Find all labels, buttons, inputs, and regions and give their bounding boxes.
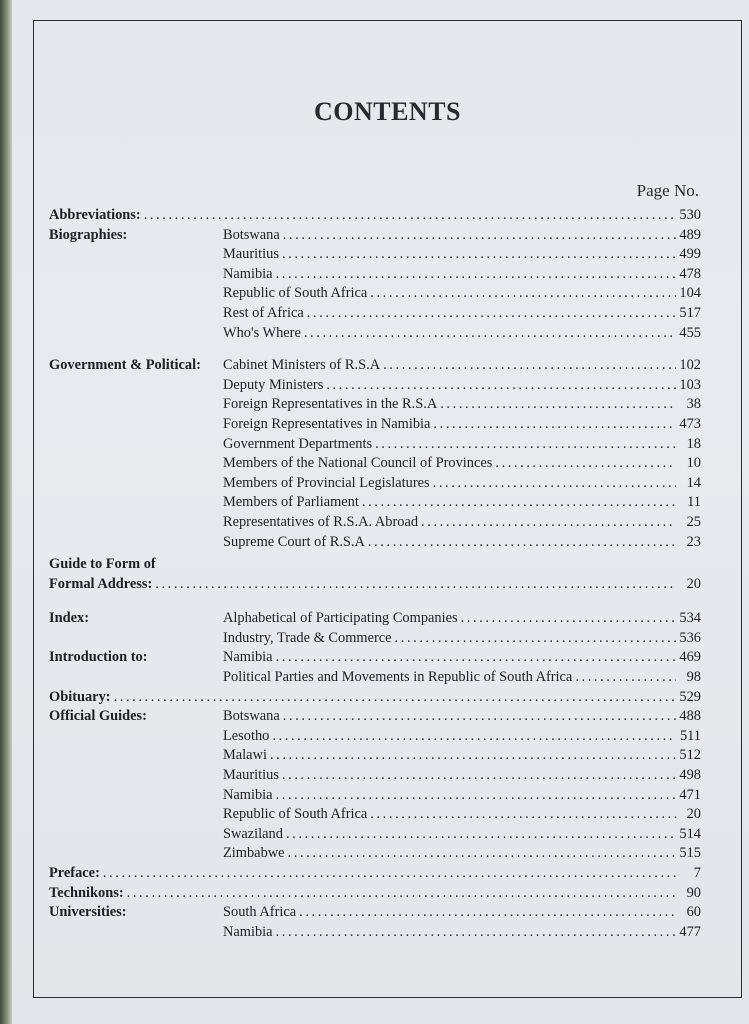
page-number: 534 xyxy=(679,610,701,627)
page-title: CONTENTS xyxy=(313,97,462,126)
entry-title: Namibia xyxy=(223,923,273,940)
page-number: 10 xyxy=(686,455,701,472)
entry-title: Namibia xyxy=(223,265,273,282)
page-number: 103 xyxy=(679,376,701,393)
dot-leader xyxy=(276,648,676,668)
page-no-header: Page No. xyxy=(636,181,699,200)
toc-row xyxy=(49,766,701,786)
dot-leader xyxy=(375,435,676,455)
entry-title: Deputy Ministers xyxy=(223,376,324,393)
toc-row xyxy=(49,226,701,246)
section-label: Obituary: xyxy=(49,688,111,705)
page-number: 473 xyxy=(679,415,701,432)
page-number: 515 xyxy=(679,845,701,862)
dot-leader xyxy=(307,304,676,324)
toc-row xyxy=(49,746,701,766)
dot-leader xyxy=(370,805,676,825)
section-label: Official Guides: xyxy=(49,708,147,725)
dot-leader xyxy=(362,493,676,513)
toc-row xyxy=(49,395,701,415)
entry-title: Foreign Representatives in Namibia xyxy=(223,415,431,432)
dot-leader xyxy=(395,629,676,649)
dot-leader xyxy=(114,688,676,708)
entry-title: Foreign Representatives in the R.S.A xyxy=(223,396,438,413)
entry-title: Zimbabwe xyxy=(223,845,285,862)
toc-row xyxy=(49,805,701,825)
page-number: 60 xyxy=(686,904,701,921)
toc-row xyxy=(49,575,701,595)
page-number: 469 xyxy=(679,649,701,666)
page-number: 14 xyxy=(686,474,701,491)
entry-title: Malawi xyxy=(223,747,267,764)
dot-leader xyxy=(276,786,676,806)
entry-title: Political Parties and Movements in Republic of South Africa xyxy=(223,669,573,686)
toc-row xyxy=(49,265,701,285)
book-page xyxy=(12,0,749,1024)
dot-leader xyxy=(276,265,676,285)
entry-title: Members of Parliament xyxy=(223,494,359,511)
dot-leader xyxy=(495,454,676,474)
page-number: 38 xyxy=(686,396,701,413)
toc-row xyxy=(49,884,701,904)
toc-row xyxy=(49,648,701,668)
toc-row xyxy=(49,688,701,708)
entry-title: Namibia xyxy=(223,786,273,803)
dot-leader xyxy=(283,707,676,727)
page-number: 18 xyxy=(686,435,701,452)
page-number: 511 xyxy=(679,727,701,744)
toc-row xyxy=(49,923,701,943)
dot-leader xyxy=(461,609,676,629)
page-number: 488 xyxy=(679,708,701,725)
page-number: 514 xyxy=(679,825,701,842)
toc-row xyxy=(49,513,701,533)
contents-frame xyxy=(33,20,742,998)
toc-row xyxy=(49,629,701,649)
toc-row xyxy=(49,844,701,864)
page-number: 536 xyxy=(679,629,701,646)
page-number: 478 xyxy=(679,265,701,282)
page-number: 512 xyxy=(679,747,701,764)
dot-leader xyxy=(103,864,676,884)
entry-title: Lesotho xyxy=(223,727,270,744)
section-label: Biographies: xyxy=(49,226,128,243)
page-number: 530 xyxy=(679,207,701,223)
entry-title: Mauritius xyxy=(223,246,279,263)
toc-row xyxy=(49,454,701,474)
dot-leader xyxy=(270,746,676,766)
entry-title: Swaziland xyxy=(223,825,283,842)
entry-title: Botswana xyxy=(223,708,280,725)
dot-leader xyxy=(288,844,676,864)
dot-leader xyxy=(127,884,676,904)
page-number: 498 xyxy=(679,767,701,784)
dot-leader xyxy=(276,923,676,943)
dot-leader xyxy=(283,226,676,246)
page-number: 102 xyxy=(679,357,701,374)
section-label: Formal Address: xyxy=(49,575,153,592)
entry-title: Members of the National Council of Provinces xyxy=(223,455,493,472)
toc-row xyxy=(49,415,701,435)
toc-row xyxy=(49,435,701,455)
entry-title: Republic of South Africa xyxy=(223,806,368,823)
toc-row xyxy=(49,609,701,629)
page-number: 477 xyxy=(679,923,701,940)
entry-title: Members of Provincial Legislatures xyxy=(223,474,430,491)
dot-leader xyxy=(370,284,676,304)
page-number: 90 xyxy=(686,884,701,901)
entry-title: Rest of Africa xyxy=(223,304,304,321)
dot-leader xyxy=(286,825,676,845)
dot-leader xyxy=(383,356,676,376)
dot-leader xyxy=(433,474,676,494)
section-label: Abbreviations: xyxy=(49,207,141,223)
page-number: 20 xyxy=(686,806,701,823)
section-label: Universities: xyxy=(49,904,127,921)
entry-title: Cabinet Ministers of R.S.A xyxy=(223,357,381,374)
page-number: 517 xyxy=(679,304,701,321)
dot-leader xyxy=(421,513,676,533)
section-label: Preface: xyxy=(49,865,100,881)
section-label: Technikons: xyxy=(49,884,124,901)
dot-leader xyxy=(144,206,676,226)
toc-row xyxy=(49,864,701,884)
toc-row xyxy=(49,825,701,845)
entry-title: Alphabetical of Participating Companies xyxy=(223,610,458,627)
table-of-contents xyxy=(49,206,701,942)
entry-title: South Africa xyxy=(223,904,297,921)
page-number: 7 xyxy=(693,865,701,881)
dot-leader xyxy=(433,415,676,435)
page-number: 471 xyxy=(679,786,701,803)
section-label: Introduction to: xyxy=(49,649,148,666)
section-label: Index: xyxy=(49,610,89,627)
toc-row-abbreviations xyxy=(49,206,701,226)
dot-leader xyxy=(304,324,676,344)
dot-leader xyxy=(272,727,676,747)
toc-row xyxy=(49,707,701,727)
toc-row xyxy=(49,324,701,344)
dot-leader xyxy=(326,376,676,396)
dot-leader xyxy=(299,903,676,923)
page-number: 25 xyxy=(686,513,701,530)
page-number: 489 xyxy=(679,226,701,243)
section-label: Government & Political: xyxy=(49,357,201,374)
entry-title: Representatives of R.S.A. Abroad xyxy=(223,513,419,530)
page-number: 499 xyxy=(679,246,701,263)
entry-title: Namibia xyxy=(223,649,273,666)
entry-title: Industry, Trade & Commerce xyxy=(223,629,392,646)
page-number: 20 xyxy=(686,575,701,592)
toc-row xyxy=(49,786,701,806)
entry-title: Mauritius xyxy=(223,767,279,784)
entry-title: Supreme Court of R.S.A xyxy=(223,533,365,550)
toc-row xyxy=(49,903,701,923)
dot-leader xyxy=(282,766,676,786)
entry-title: Republic of South Africa xyxy=(223,285,368,302)
page-number: 98 xyxy=(686,669,701,686)
page-number: 104 xyxy=(679,285,701,302)
toc-row xyxy=(49,555,701,575)
toc-row xyxy=(49,668,701,688)
toc-row xyxy=(49,533,701,553)
toc-row xyxy=(49,376,701,396)
page-number: 455 xyxy=(679,324,701,341)
toc-row xyxy=(49,245,701,265)
dot-leader xyxy=(282,245,676,265)
toc-row xyxy=(49,493,701,513)
entry-title: Botswana xyxy=(223,226,280,243)
toc-row xyxy=(49,304,701,324)
toc-row xyxy=(49,474,701,494)
dot-leader xyxy=(155,575,676,595)
dot-leader xyxy=(368,533,676,553)
page-number: 11 xyxy=(687,494,701,511)
toc-row xyxy=(49,727,701,747)
page-number: 529 xyxy=(679,688,701,705)
toc-row xyxy=(49,284,701,304)
page-number: 23 xyxy=(686,533,701,550)
entry-title: Government Departments xyxy=(223,435,373,452)
toc-row xyxy=(49,356,701,376)
dot-leader xyxy=(440,395,676,415)
entry-title: Who's Where xyxy=(223,324,301,341)
dot-leader xyxy=(575,668,676,688)
section-label: Guide to Form of xyxy=(49,556,156,573)
